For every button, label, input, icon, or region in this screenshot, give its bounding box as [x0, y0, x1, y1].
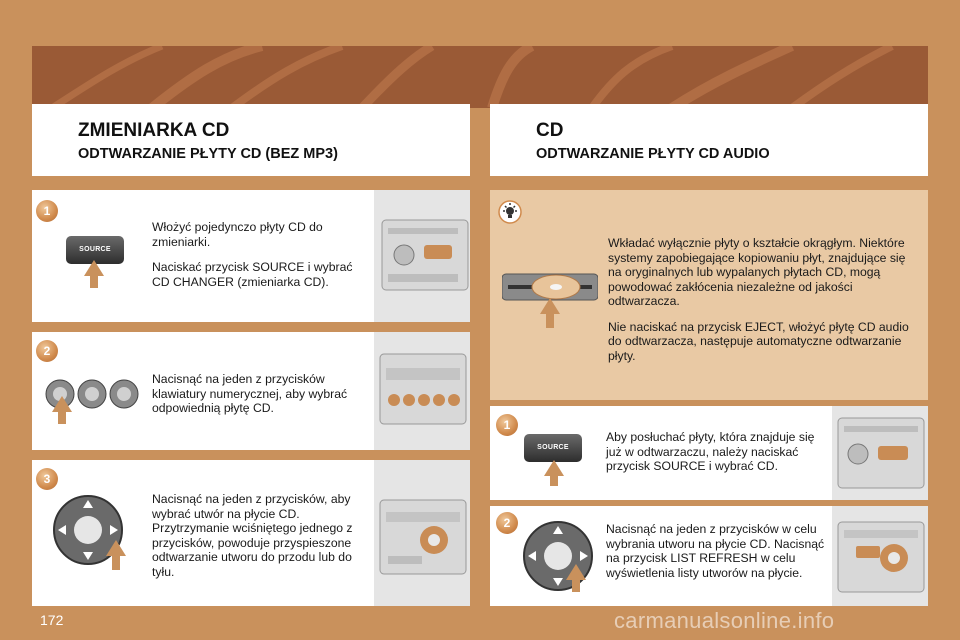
step-number-badge: 2: [496, 512, 518, 534]
right-title: CD: [536, 120, 564, 141]
instruction-text: Naciskać przycisk SOURCE i wybrać CD CHANGER (zmieniarka CD).: [152, 260, 353, 289]
left-title: ZMIENIARKA CD: [78, 120, 230, 141]
source-button-illustration: SOURCE: [524, 434, 582, 462]
left-step-3-text: [152, 492, 374, 590]
pointer-arrow-icon: [544, 460, 564, 476]
radio-illustration: [374, 190, 470, 322]
pointer-arrow-icon: [84, 260, 104, 276]
tip-paragraph: Nie naciskać na przycisk EJECT, włożyć płytę CD audio do odtwarzacza, następuje automatyczne odtwarzanie płyty.: [608, 319, 909, 363]
radio-illustration: [832, 506, 928, 606]
step-number-badge: 1: [36, 200, 58, 222]
step-number-badge: 2: [36, 340, 58, 362]
pointer-arrow-stem: [58, 412, 66, 424]
pointer-arrow-stem: [546, 314, 554, 328]
instruction-text: Aby posłuchać płyty, która znajduje się już w odtwarzaczu, należy naciskać przycisk SOURCE i wybrać CD.: [606, 430, 815, 473]
pointer-arrow-icon: [52, 396, 72, 412]
left-step-2-text: [152, 372, 372, 427]
right-heading: [490, 104, 928, 176]
right-step-2-panel: [490, 506, 928, 606]
right-step-1-text: [606, 430, 828, 485]
instruction-text: Włożyć pojedynczo płyty CD do zmieniarki.: [152, 220, 323, 249]
navigation-pad-illustration: [522, 520, 594, 592]
left-subtitle: ODTWARZANIE PŁYTY CD (BEZ MP3): [78, 146, 338, 162]
pointer-arrow-stem: [90, 276, 98, 288]
right-step-1-panel: [490, 406, 928, 500]
radio-illustration: [374, 332, 470, 450]
source-button-illustration: SOURCE: [66, 236, 124, 264]
radio-illustration: [374, 460, 470, 606]
left-heading: [32, 104, 470, 176]
pointer-arrow-stem: [550, 476, 558, 486]
left-step-1-text: [152, 220, 372, 300]
instruction-text: Nacisnąć na jeden z przycisków klawiatury numerycznej, aby wybrać odpowiednią płytę CD.: [152, 372, 348, 415]
left-step-3-panel: [32, 460, 470, 606]
instruction-text: Nacisnąć na jeden z przycisków w celu wybrania utworu na płycie CD. Nacisnąć na przycisk LIST REFRESH w celu wyświetlenia listy utworów na płycie.: [606, 522, 825, 580]
step-number-badge: 1: [496, 414, 518, 436]
right-subtitle: ODTWARZANIE PŁYTY CD AUDIO: [536, 146, 770, 162]
tip-panel: [490, 190, 928, 400]
pointer-arrow-icon: [566, 564, 586, 580]
pointer-arrow-stem: [112, 556, 120, 570]
tip-paragraph: Wkładać wyłącznie płyty o kształcie okrągłym. Niektóre systemy zapobiegające kopiowaniu płyt, znajdujące się na oryginalnych lub wypalanych płytach CD, mogą powodować zakłócenia niezależne od jakości odtwarzacza.: [608, 236, 906, 308]
tip-text: [608, 236, 918, 374]
pointer-arrow-icon: [106, 540, 126, 556]
left-step-1-panel: [32, 190, 470, 322]
left-step-2-panel: [32, 332, 470, 450]
radio-illustration: [832, 406, 928, 500]
pointer-arrow-icon: [540, 298, 560, 314]
page-number: 172: [40, 612, 64, 628]
instruction-text: Nacisnąć na jeden z przycisków, aby wybrać utwór na płycie CD. Przytrzymanie wciśniętego jednego z przycisków, powoduje przyspieszone odtwarzanie utworu do przodu lub do tyłu.: [152, 492, 353, 579]
right-step-2-text: [606, 522, 828, 591]
pointer-arrow-stem: [572, 580, 580, 592]
step-number-badge: 3: [36, 468, 58, 490]
lightbulb-icon: [498, 200, 522, 224]
watermark: carmanualsonline.info: [614, 608, 835, 633]
header-banner: [32, 46, 928, 108]
